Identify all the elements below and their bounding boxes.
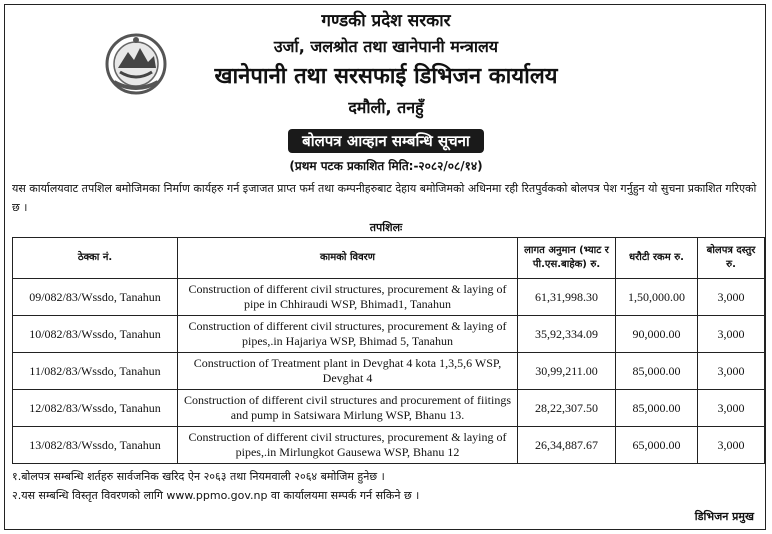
cell-deposit: 90,000.00 — [616, 316, 698, 353]
cell-description: Construction of different civil structures, procurement & laying of pipe in Chhiraudi WSP, Bhimad1, Tanahun — [178, 279, 518, 316]
cell-contract: 09/082/83/Wssdo, Tanahun — [13, 279, 178, 316]
table-row — [13, 279, 765, 316]
details-label: तपशिलः — [369, 221, 403, 234]
header-fee: बोलपत्र दस्तुर रु. — [698, 238, 765, 279]
notice-title-wrap — [0, 129, 772, 153]
cell-contract: 11/082/83/Wssdo, Tanahun — [13, 353, 178, 390]
cell-description: Construction of different civil structures and procurement of fiitings and pump in Satsiwara Mirlung WSP, Bhanu 13. — [178, 390, 518, 427]
header-estimate: लागत अनुमान (भ्याट र पी.एस.बाहेक) रु. — [518, 238, 616, 279]
header-contract: ठेक्का नं. — [13, 238, 178, 279]
cell-estimate: 61,31,998.30 — [518, 279, 616, 316]
cell-deposit: 85,000.00 — [616, 390, 698, 427]
cell-deposit: 85,000.00 — [616, 353, 698, 390]
header-office: खानेपानी तथा सरसफाई डिभिजन कार्यालय — [214, 64, 558, 89]
table-header-row — [13, 238, 765, 279]
publish-date: (प्रथम पटक प्रकाशित मिति:-२०८२/०८/१४) — [289, 159, 483, 173]
signature-title: डिभिजन प्रमुख — [694, 510, 754, 523]
cell-contract: 13/082/83/Wssdo, Tanahun — [13, 427, 178, 464]
header-location: दमौली, तनहुँ — [348, 98, 424, 117]
cell-contract: 12/082/83/Wssdo, Tanahun — [13, 390, 178, 427]
cell-fee: 3,000 — [698, 279, 765, 316]
cell-description: Construction of Treatment plant in Devghat 4 kota 1,3,5,6 WSP, Devghat 4 — [178, 353, 518, 390]
table-row — [13, 353, 765, 390]
table-row — [13, 390, 765, 427]
header-deposit: धरौटी रकम रु. — [616, 238, 698, 279]
cell-deposit: 1,50,000.00 — [616, 279, 698, 316]
cell-fee: 3,000 — [698, 316, 765, 353]
header-province: गण्डकी प्रदेश सरकार — [321, 11, 451, 31]
cell-estimate: 35,92,334.09 — [518, 316, 616, 353]
cell-deposit: 65,000.00 — [616, 427, 698, 464]
table-row — [13, 316, 765, 353]
cell-estimate: 28,22,307.50 — [518, 390, 616, 427]
notice-title: बोलपत्र आव्हान सम्बन्धि सूचना — [288, 129, 484, 153]
cell-estimate: 30,99,211.00 — [518, 353, 616, 390]
cell-description: Construction of different civil structures, procurement & laying of pipes,.in Hajariya WSP, Bhimad 5, Tanahun — [178, 316, 518, 353]
footnote-2: २.यस सम्बन्धि विस्तृत विवरणको लागि www.ppmo.gov.np वा कार्यालयमा सम्पर्क गर्न सकिने छ । — [12, 489, 420, 502]
cell-description: Construction of different civil structures, procurement & laying of pipes,.in Mirlungkot Gausewa WSP, Bhanu 12 — [178, 427, 518, 464]
header-ministry: उर्जा, जलश्रोत तथा खानेपानी मन्त्रालय — [273, 37, 499, 56]
intro-text: यस कार्यालयवाट तपशिल बमोजिमका निर्माण कार्यहरु गर्न इजाजत प्राप्त फर्म तथा कम्पनीहरुबाट देहाय बमोजिमको अधिनमा रही रितपुर्वकको बोलपत्र पेश गर्नुहुन यो सुचना प्रकाशित गरिएको छ । — [12, 182, 757, 214]
works-table — [12, 237, 765, 464]
cell-fee: 3,000 — [698, 353, 765, 390]
table-row — [13, 427, 765, 464]
cell-fee: 3,000 — [698, 390, 765, 427]
cell-estimate: 26,34,887.67 — [518, 427, 616, 464]
header-description: कामको विवरण — [178, 238, 518, 279]
cell-contract: 10/082/83/Wssdo, Tanahun — [13, 316, 178, 353]
cell-fee: 3,000 — [698, 427, 765, 464]
footnote-1: १.बोलपत्र सम्बन्धि शर्तहरु सार्वजनिक खरिद ऐन २०६३ तथा नियमवाली २०६४ बमोजिम हुनेछ । — [12, 470, 385, 483]
